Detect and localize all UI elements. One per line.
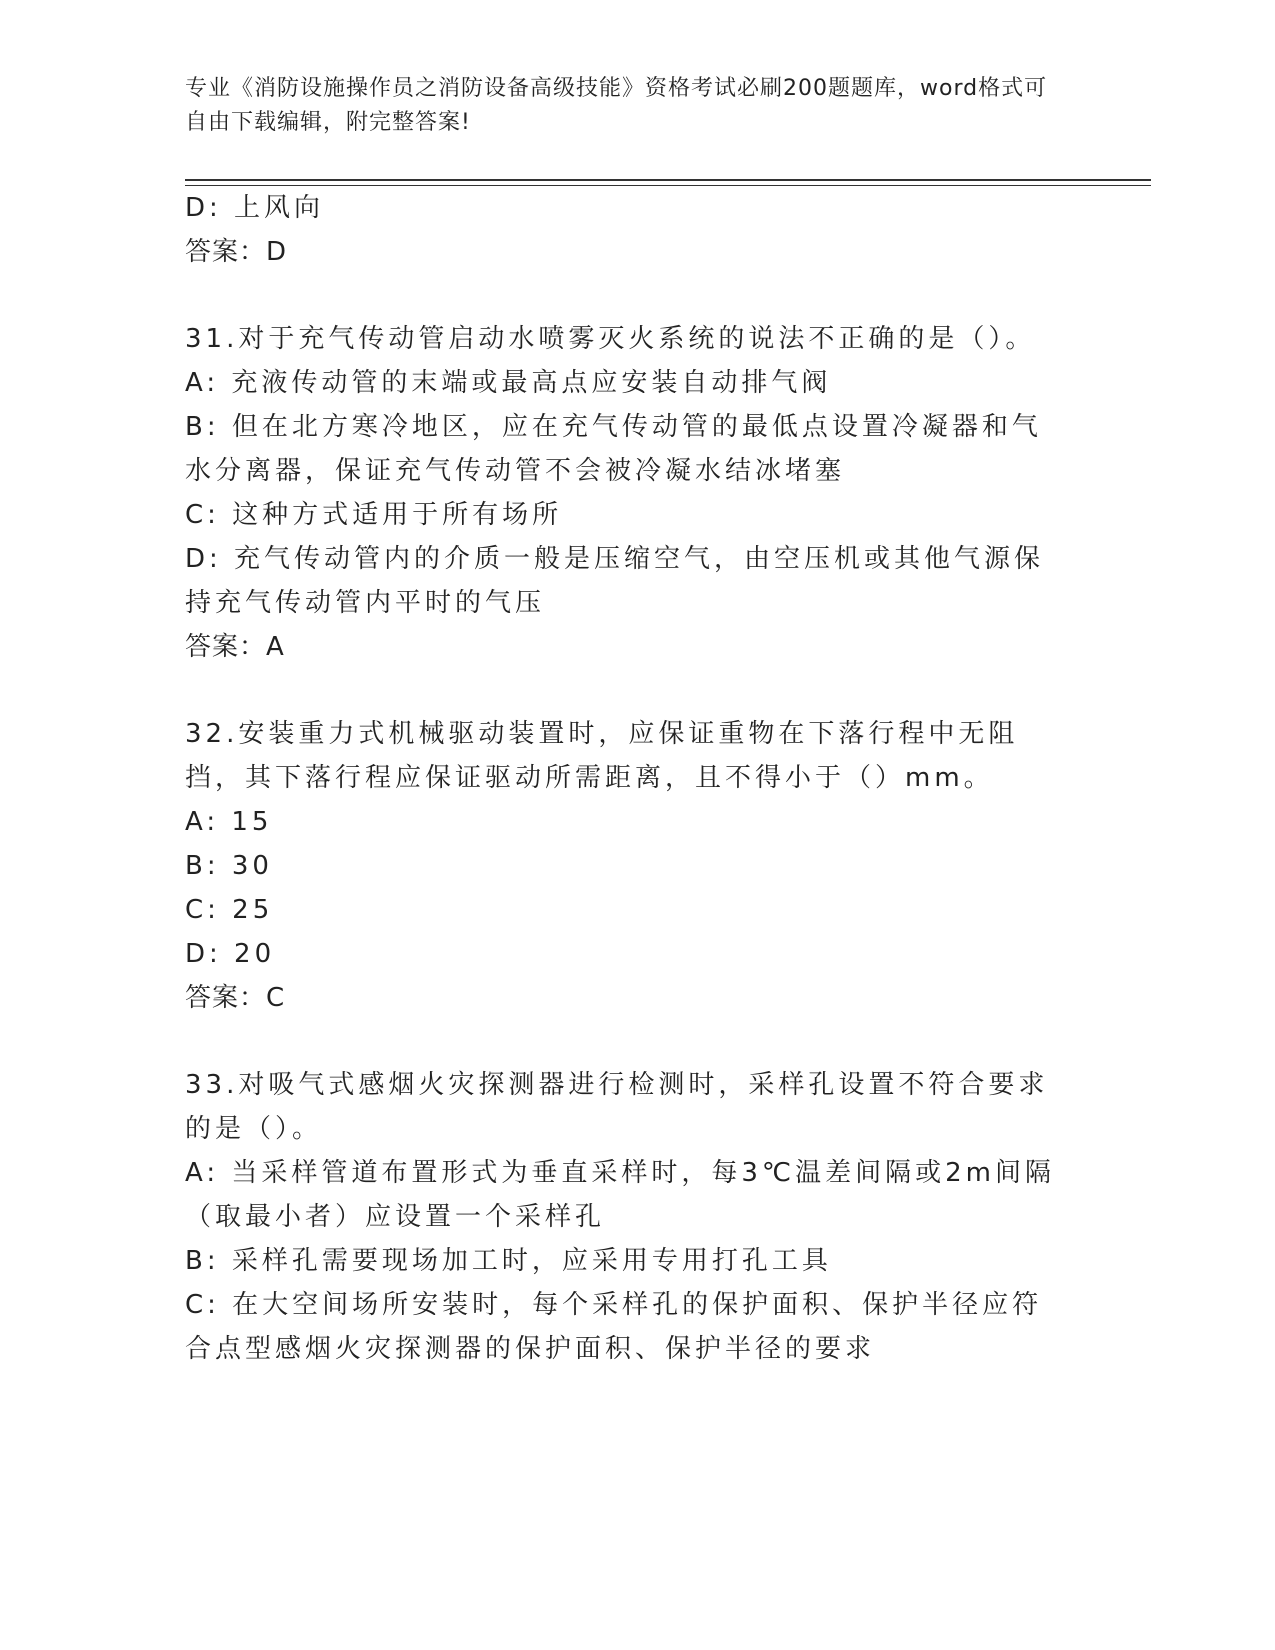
question-33-stem: 33.对吸气式感烟火灾探测器进行检测时，采样孔设置不符合要求的是（）。 (185, 1070, 1049, 1144)
question-33-option-a: A: 当采样管道布置形式为垂直采样时，每3℃温差间隔或2m间隔（取最小者）应设置一个采样孔 (185, 1158, 1055, 1232)
spacer (185, 1020, 1065, 1063)
question-32-option-c: C: 25 (185, 895, 274, 925)
question-32-option-d: D: 20 (185, 939, 276, 969)
question-content (185, 186, 1065, 1371)
question-31-stem: 31.对于充气传动管启动水喷雾灭火系统的说法不正确的是（）。 (185, 324, 1036, 354)
prev-answer: 答案：D (185, 237, 288, 267)
question-33-option-b: B: 采样孔需要现场加工时，应采用专用打孔工具 (185, 1246, 832, 1276)
question-31-option-b: B: 但在北方寒冷地区，应在充气传动管的最低点设置冷凝器和气水分离器，保证充气传动管不会被冷凝水结冰堵塞 (185, 412, 1042, 486)
question-32-stem: 32.安装重力式机械驱动装置时，应保证重物在下落行程中无阻挡，其下落行程应保证驱动所需距离，且不得小于（）mm。 (185, 719, 1019, 793)
question-31-option-d: D: 充气传动管内的介质一般是压缩空气，由空压机或其他气源保持充气传动管内平时的气压 (185, 544, 1045, 618)
document-header: 专业《消防设施操作员之消防设备高级技能》资格考试必刷200题题库，word格式可自由下载编辑，附完整答案! (185, 76, 1048, 135)
question-32-option-a: A: 15 (185, 807, 273, 837)
spacer (185, 274, 1065, 317)
question-32-option-b: B: 30 (185, 851, 273, 881)
question-32-answer: 答案：C (185, 983, 286, 1013)
question-33-option-c: C: 在大空间场所安装时，每个采样孔的保护面积、保护半径应符合点型感烟火灾探测器的保护面积、保护半径的要求 (185, 1290, 1043, 1364)
question-31-option-c: C: 这种方式适用于所有场所 (185, 500, 563, 530)
question-31-answer: 答案：A (185, 632, 285, 662)
prev-option-d: D: 上风向 (185, 193, 325, 223)
spacer (185, 669, 1065, 712)
header-divider-thick (185, 179, 1151, 181)
question-31-option-a: A: 充液传动管的末端或最高点应安装自动排气阀 (185, 368, 832, 398)
